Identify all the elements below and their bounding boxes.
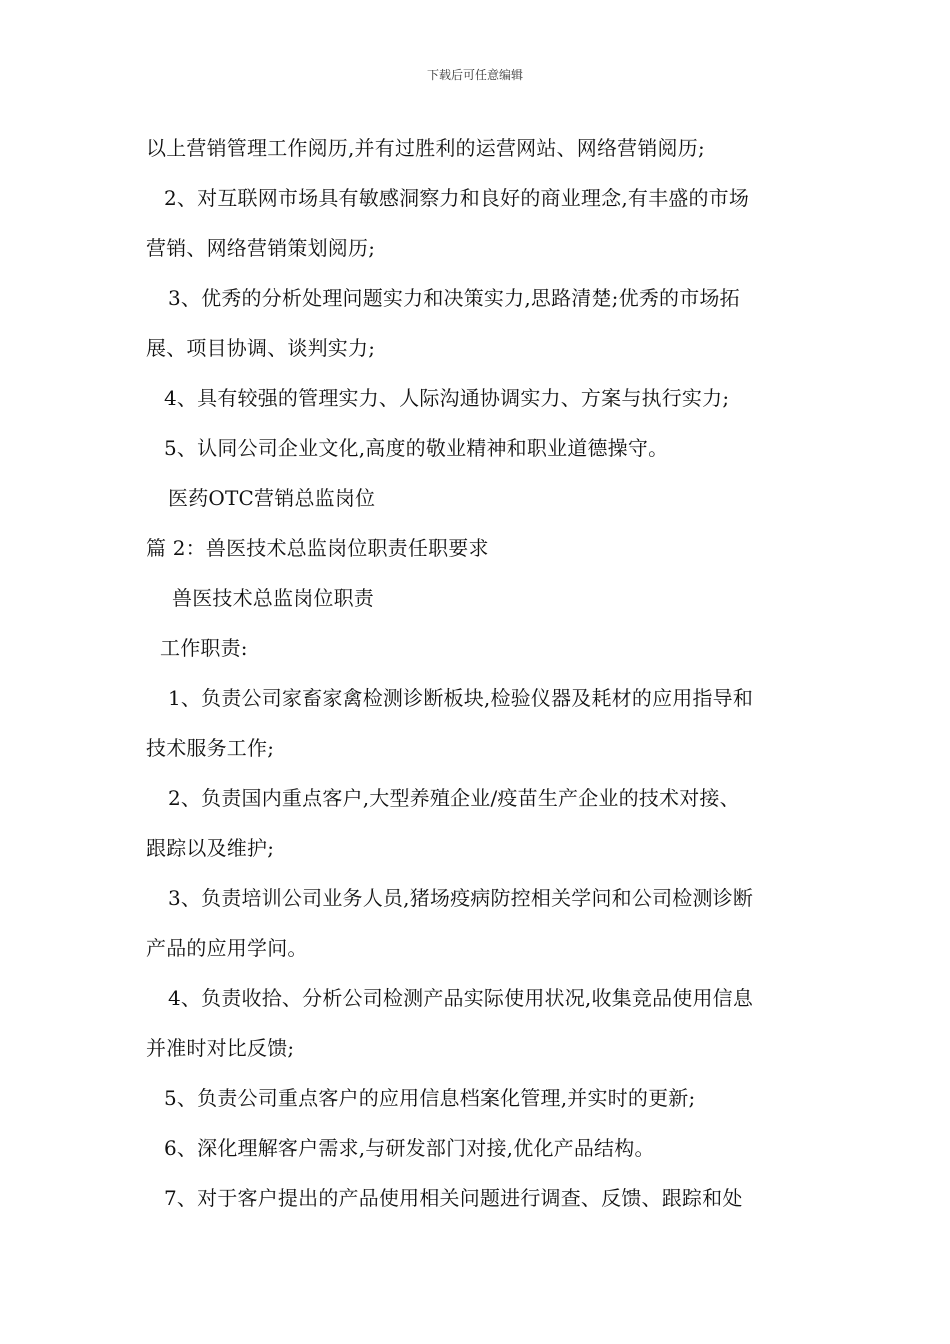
paragraph-line: 展、项目协调、谈判实力; [146, 336, 376, 360]
paragraph-line: 技术服务工作; [146, 736, 275, 760]
paragraph-line: 营销、网络营销策划阅历; [146, 236, 376, 260]
list-item-line: 5、认同公司企业文化,高度的敬业精神和职业道德操守。 [164, 436, 669, 460]
list-item-line: 4、负责收拾、分析公司检测产品实际使用状况,收集竞品使用信息 [168, 986, 754, 1010]
paragraph-line: 以上营销管理工作阅历,并有过胜利的运营网站、网络营销阅历; [146, 136, 705, 160]
list-item-line: 2、对互联网市场具有敏感洞察力和良好的商业理念,有丰盛的市场 [164, 186, 750, 210]
paragraph-line: 并准时对比反馈; [146, 1036, 295, 1060]
chapter-heading: 篇 2：兽医技术总监岗位职责任职要求 [146, 536, 489, 560]
list-item-line: 2、负责国内重点客户,大型养殖企业/疫苗生产企业的技术对接、 [168, 786, 740, 810]
section-heading: 医药OTC营销总监岗位 [168, 486, 376, 510]
list-item-line: 7、对于客户提出的产品使用相关问题进行调查、反馈、跟踪和处 [164, 1186, 743, 1210]
list-item-line: 3、负责培训公司业务人员,猪场疫病防控相关学问和公司检测诊断 [168, 886, 754, 910]
list-item-line: 5、负责公司重点客户的应用信息档案化管理,并实时的更新; [164, 1086, 696, 1110]
paragraph-line: 跟踪以及维护; [146, 836, 275, 860]
list-item-line: 1、负责公司家畜家禽检测诊断板块,检验仪器及耗材的应用指导和 [168, 686, 754, 710]
list-item-line: 3、优秀的分析处理问题实力和决策实力,思路清楚;优秀的市场拓 [168, 286, 740, 310]
list-item-line: 6、深化理解客户需求,与研发部门对接,优化产品结构。 [164, 1136, 655, 1160]
page-header: 下载后可任意编辑 [426, 68, 523, 82]
paragraph-line: 产品的应用学问。 [146, 936, 308, 960]
subsection-label: 工作职责: [160, 636, 248, 660]
document-body [146, 130, 810, 1230]
list-item-line: 4、具有较强的管理实力、人际沟通协调实力、方案与执行实力; [164, 386, 730, 410]
section-heading: 兽医技术总监岗位职责 [172, 586, 374, 610]
